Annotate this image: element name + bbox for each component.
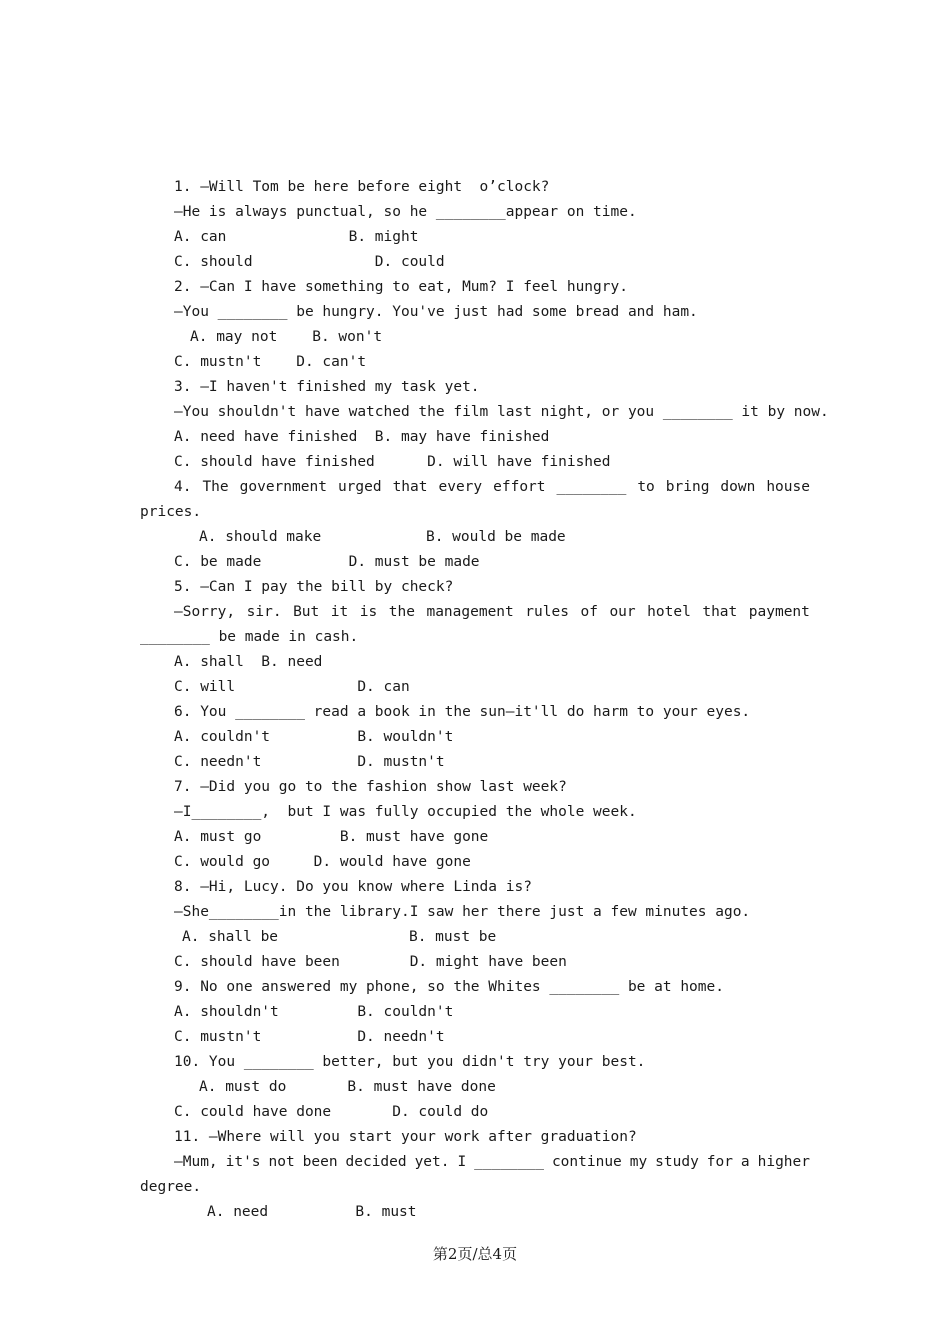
word: a [740, 1154, 750, 1170]
text-line: 11. —Where will you start your work after graduation? [174, 1129, 637, 1145]
text-line: —You ________ be hungry. You've just had some bread and ham. [174, 304, 698, 320]
word: sir. [246, 604, 282, 620]
word: continue [551, 1154, 622, 1170]
word: study [655, 1154, 699, 1170]
word: been [302, 1154, 338, 1170]
text-line: C. mustn't D. can't [174, 354, 367, 370]
word: urged [337, 479, 382, 495]
word: I [457, 1154, 467, 1170]
text-line: A. can B. might [174, 229, 419, 245]
text-line: 3. —I haven't finished my task yet. [174, 379, 480, 395]
text-line: —She________in the library.I saw her there just a few minutes ago. [174, 904, 751, 920]
text-line: C. would go D. would have gone [174, 854, 471, 870]
text-line: C. be made D. must be made [174, 554, 480, 570]
page-footer: 第2页/总4页 [432, 1245, 518, 1263]
text-line: 6. You ________ read a book in the sun—it'll do harm to your eyes. [174, 704, 751, 720]
text-line: A. shall be B. must be [182, 929, 497, 945]
text-line: C. could have done D. could do [174, 1104, 489, 1120]
word: my [629, 1154, 648, 1170]
text-line: 5. —Can I pay the bill by check? [174, 579, 454, 595]
word: of [580, 604, 598, 620]
text-line: A. couldn't B. wouldn't [174, 729, 454, 745]
text-line: prices. [140, 504, 202, 520]
text-line: A. must go B. must have gone [174, 829, 489, 845]
word: payment [748, 604, 810, 620]
word: that [392, 479, 428, 495]
word: house [766, 479, 810, 495]
text-line: 8. —Hi, Lucy. Do you know where Linda is? [174, 879, 532, 895]
text-line: C. mustn't D. needn't [174, 1029, 445, 1045]
text-line: 1. —Will Tom be here before eight o’clock? [174, 179, 550, 195]
text-line: degree. [140, 1179, 202, 1195]
word: But [293, 604, 320, 620]
text-line [174, 600, 810, 625]
word: The [202, 479, 229, 495]
text-line: 9. No one answered my phone, so the Whites ________ be at home. [174, 979, 724, 995]
text-line: C. should D. could [174, 254, 445, 270]
word: is [359, 604, 378, 620]
word: ________ [474, 1154, 544, 1170]
text-line: 2. —Can I have something to eat, Mum? I feel hungry. [174, 279, 628, 295]
word: hotel [647, 604, 691, 620]
text-line: A. shall B. need [174, 654, 323, 670]
text-line: C. should have been D. might have been [174, 954, 567, 970]
text-line: C. should have finished D. will have finished [174, 454, 611, 470]
text-line: ________ be made in cash. [140, 629, 359, 645]
word: for [706, 1154, 733, 1170]
word: the [388, 604, 415, 620]
text-line: A. need B. must [207, 1204, 417, 1220]
word: every [438, 479, 483, 495]
word: our [609, 604, 636, 620]
word: rules [525, 604, 569, 620]
word: not [268, 1154, 295, 1170]
word: decided [345, 1154, 407, 1170]
word: government [239, 479, 327, 495]
word: to [637, 479, 655, 495]
word: yet. [414, 1154, 450, 1170]
word: —Sorry, [174, 604, 236, 620]
word: higher [757, 1154, 810, 1170]
text-line: 7. —Did you go to the fashion show last week? [174, 779, 567, 795]
text-line: 10. You ________ better, but you didn't try your best. [174, 1054, 646, 1070]
word: it's [225, 1154, 261, 1170]
text-line: C. needn't D. mustn't [174, 754, 445, 770]
word: it [330, 604, 349, 620]
text-line: A. may not B. won't [190, 329, 383, 345]
word: ________ [556, 479, 627, 495]
text-line: A. must do B. must have done [199, 1079, 496, 1095]
text-line: —You shouldn't have watched the film last night, or you ________ it by now. [174, 404, 829, 420]
word: management [426, 604, 514, 620]
text-line: A. shouldn't B. couldn't [174, 1004, 454, 1020]
word: down [720, 479, 756, 495]
text-line: A. should make B. would be made [199, 529, 566, 545]
word: —Mum, [174, 1154, 218, 1170]
text-line [174, 475, 810, 500]
text-line: —He is always punctual, so he ________appear on time. [174, 204, 637, 220]
word: that [702, 604, 738, 620]
word: effort [493, 479, 546, 495]
word: 4. [174, 479, 192, 495]
text-line: —I________, but I was fully occupied the whole week. [174, 804, 637, 820]
word: bring [665, 479, 710, 495]
text-line: C. will D. can [174, 679, 410, 695]
text-line: A. need have finished B. may have finished [174, 429, 550, 445]
text-line [174, 1150, 810, 1175]
